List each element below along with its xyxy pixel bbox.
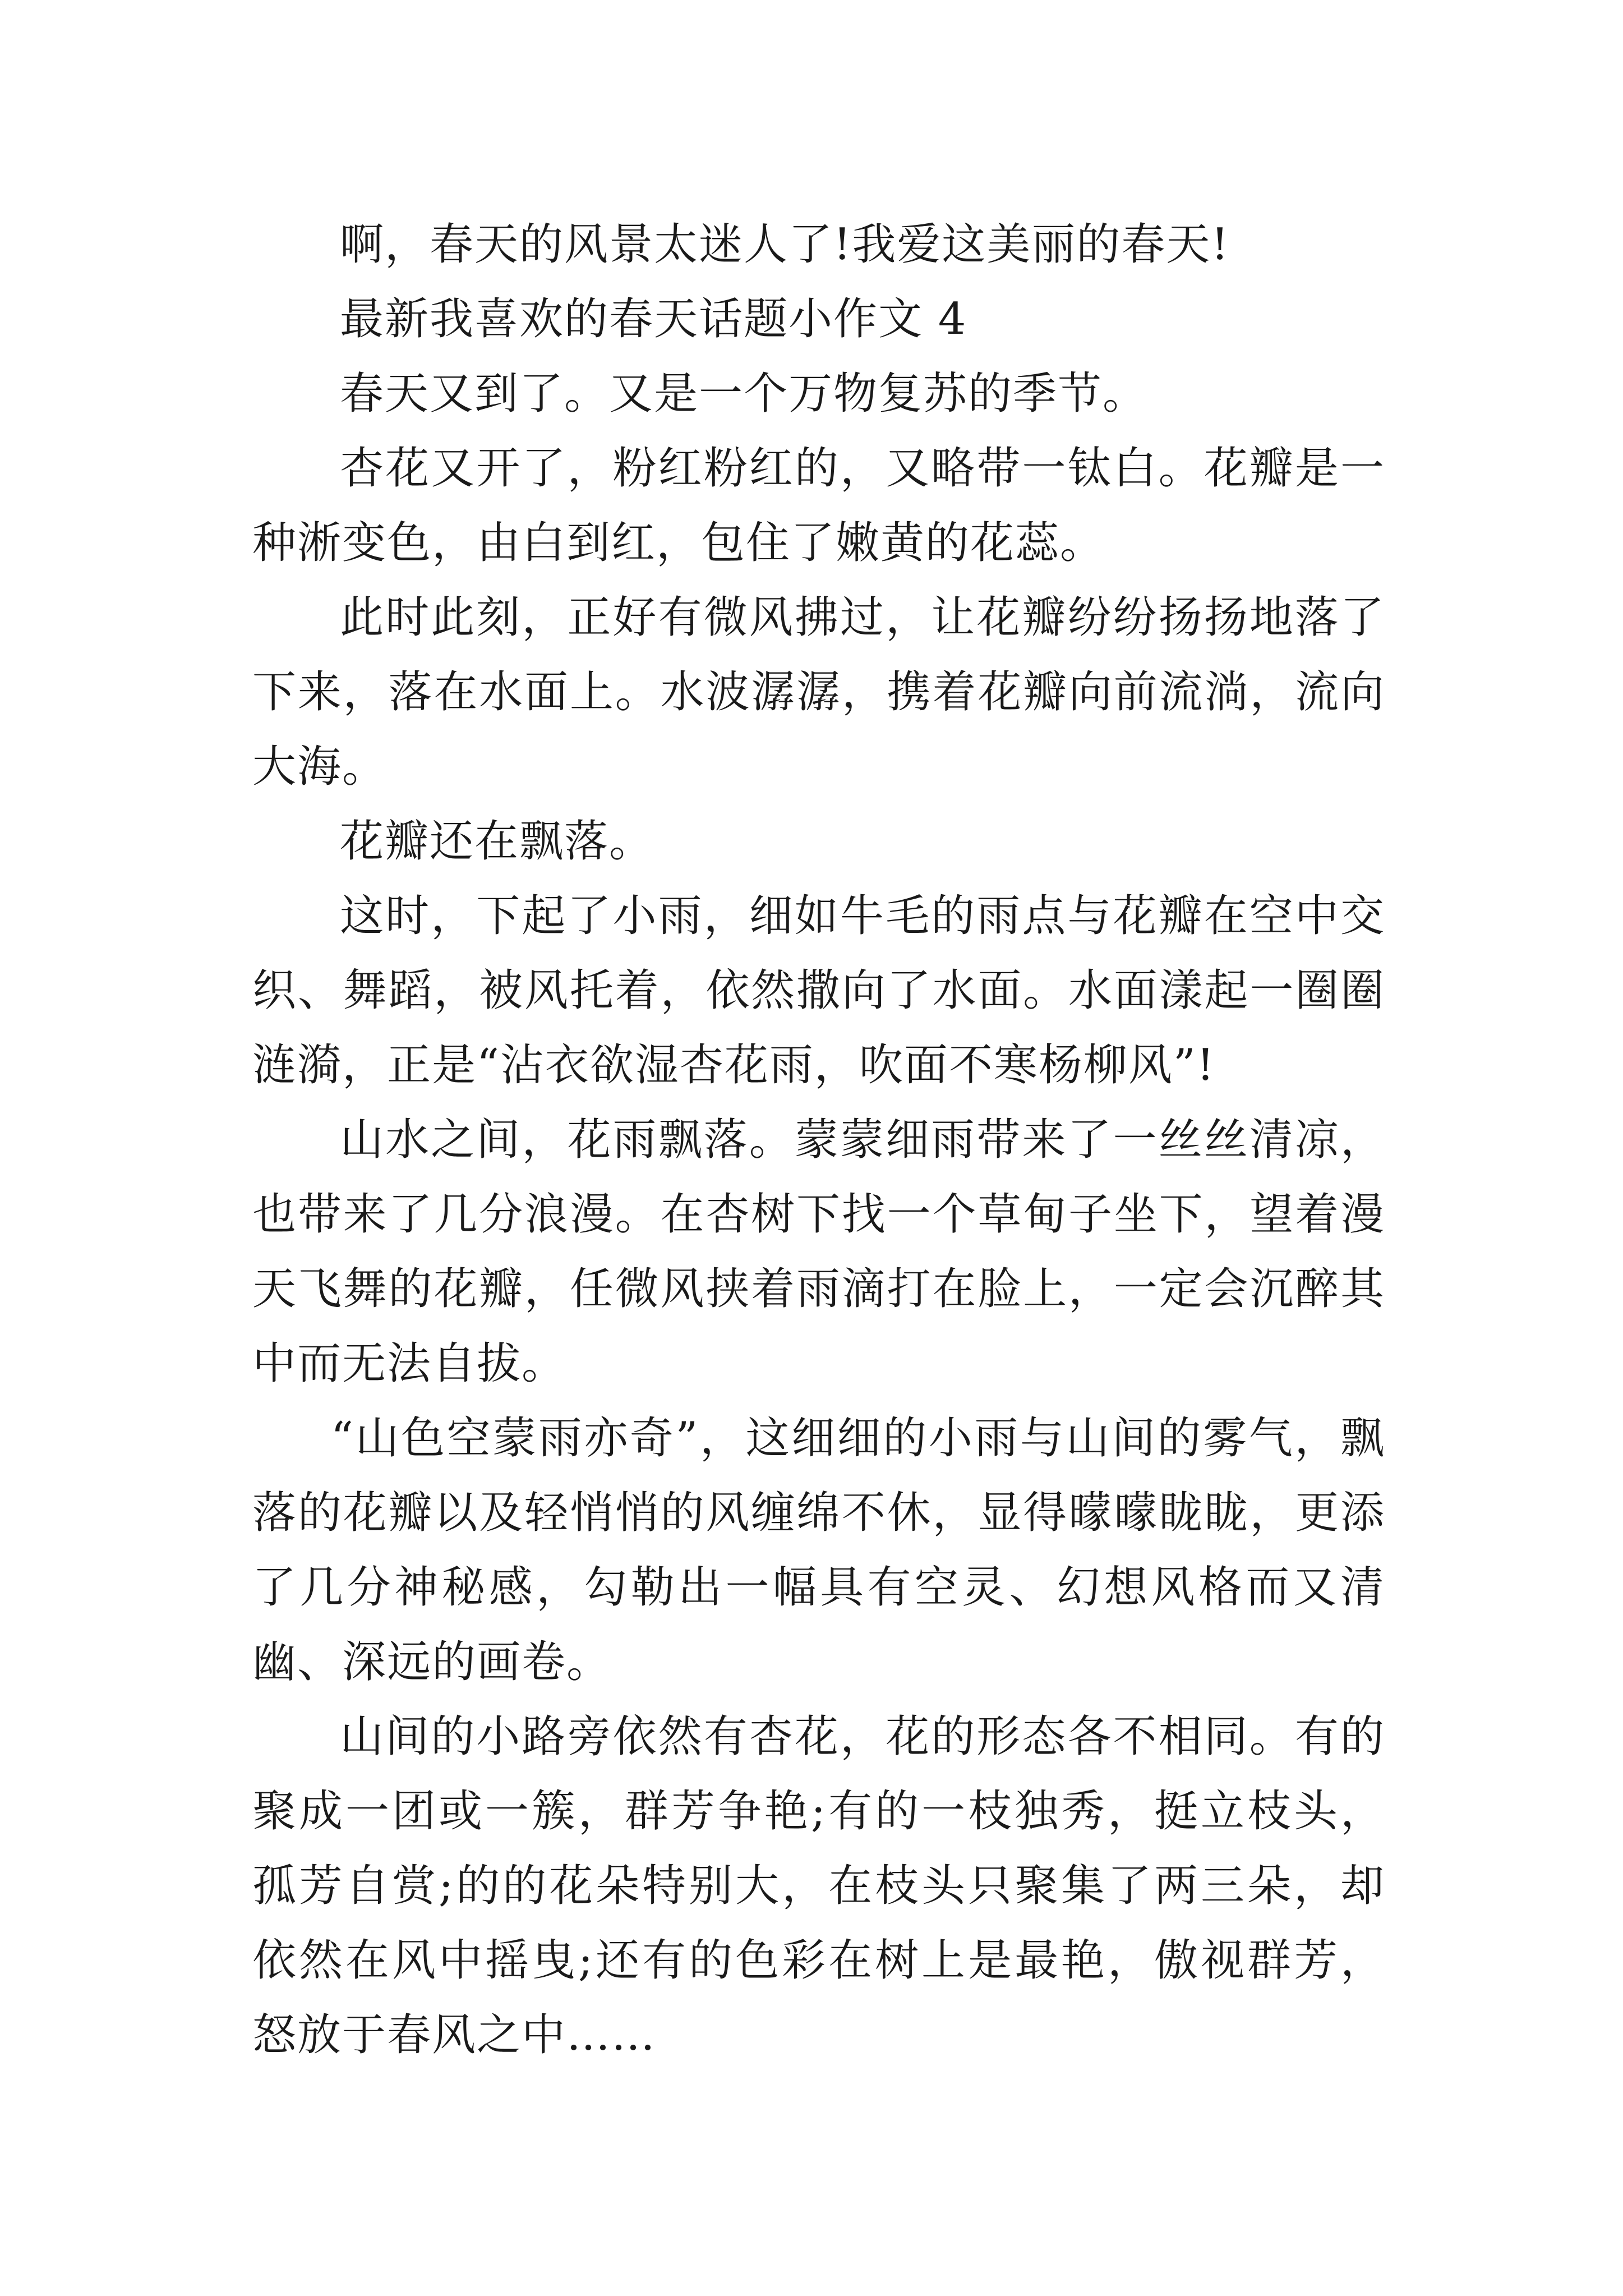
- paragraph-2: 春天又到了。又是一个万物复苏的季节。: [340, 369, 1148, 419]
- paragraph-1: 啊，春天的风景太迷人了!我爱这美丽的春天!: [340, 219, 1230, 270]
- paragraph-4: 此时此刻，正好有微风拂过，让花瓣纷纷扬扬地落了下来，落在水面上。水波潺潺，携着花瓣向前流淌，流向大海。: [252, 592, 1385, 792]
- paragraph-3: 杏花又开了，粉红粉红的，又略带一钛白。花瓣是一种淅变色，由白到红，包住了嫩黄的花蕊。: [252, 443, 1385, 568]
- paragraph-6: 这时，下起了小雨，细如牛毛的雨点与花瓣在空中交织、舞蹈，被风托着，依然撒向了水面。水面漾起一圈圈涟漪，正是“沾衣欲湿杏花雨，吹面不寒杨柳风”!: [252, 891, 1385, 1091]
- paragraph-9: 山间的小路旁依然有杏花，花的形态各不相同。有的聚成一团或一簇，群芳争艳;有的一枝独秀，挺立枝头，孤芳自赏;的的花朵特别大，在枝头只聚集了两三朵，却依然在风中摇曳;还有的色彩在树上是最艳，傲视群芳，怒放于春风之中……: [252, 1711, 1385, 2060]
- paragraph-5: 花瓣还在飘落。: [340, 816, 654, 867]
- document-body: [252, 208, 1385, 2073]
- paragraph-8: “山色空蒙雨亦奇”，这细细的小雨与山间的雾气，飘落的花瓣以及轻悄悄的风缠绵不休，显得曚曚眬眬，更添了几分神秘感，勾勒出一幅具有空灵、幻想风格而又清幽、深远的画卷。: [252, 1413, 1385, 1687]
- paragraph-7: 山水之间，花雨飘落。蒙蒙细雨带来了一丝丝清凉，也带来了几分浪漫。在杏树下找一个草甸子坐下，望着漫天飞舞的花瓣，任微风挟着雨滴打在脸上，一定会沉醉其中而无法自拔。: [252, 1115, 1385, 1389]
- section-heading: 最新我喜欢的春天话题小作文 4: [340, 294, 967, 344]
